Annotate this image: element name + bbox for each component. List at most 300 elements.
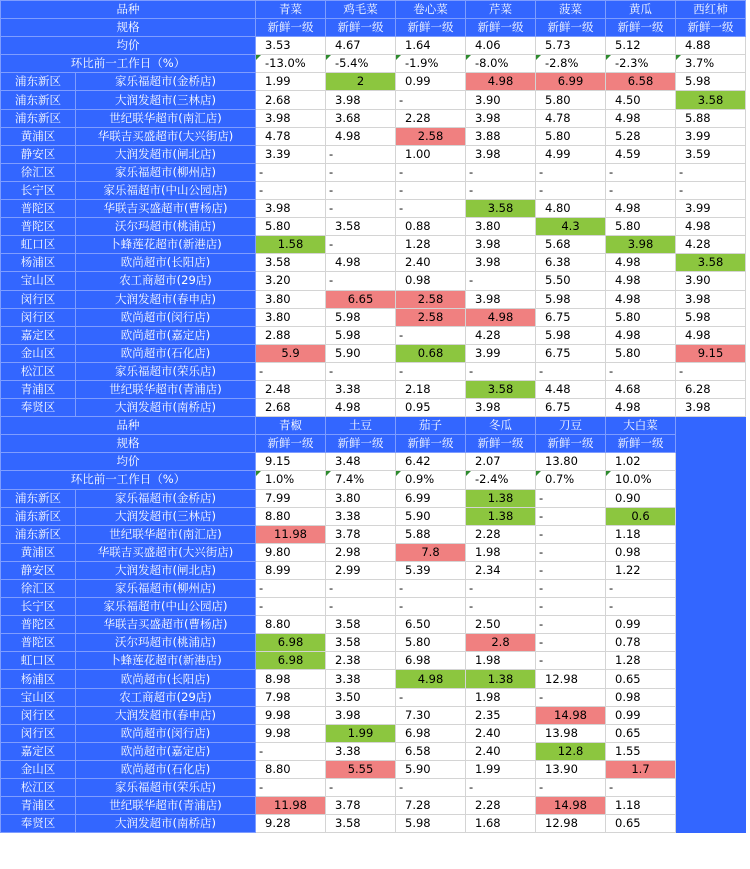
- spec-row: [1, 435, 746, 453]
- variety-label: 品种: [1, 417, 256, 435]
- price-cell: 7.30: [396, 706, 466, 724]
- price-cell: 0.99: [606, 706, 676, 724]
- district-name: 杨浦区: [1, 254, 76, 272]
- blank-cell: [676, 453, 746, 471]
- price-cell: 5.98: [326, 308, 396, 326]
- store-name: 欧尚超市(闵行店): [76, 308, 256, 326]
- district-name: 闵行区: [1, 724, 76, 742]
- price-cell: -: [606, 598, 676, 616]
- price-cell: 1.28: [396, 236, 466, 254]
- district-name: 普陀区: [1, 634, 76, 652]
- price-cell: 5.55: [326, 760, 396, 778]
- price-cell: 11.98: [256, 797, 326, 815]
- price-cell: 6.50: [396, 616, 466, 634]
- store-name: 欧尚超市(嘉定店): [76, 742, 256, 760]
- price-cell: 0.95: [396, 399, 466, 417]
- table-row: [1, 543, 746, 561]
- vegetable-name: 冬瓜: [466, 417, 536, 435]
- change-value: -2.4%: [466, 471, 536, 489]
- blank-cell: [676, 489, 746, 507]
- blank-cell: [676, 670, 746, 688]
- price-cell: 0.65: [606, 670, 676, 688]
- blank-cell: [676, 616, 746, 634]
- spec-label: 规格: [1, 19, 256, 37]
- spec-value: 新鲜一级: [396, 19, 466, 37]
- vegetable-name: 西红柿: [676, 1, 746, 19]
- price-cell: 5.90: [396, 507, 466, 525]
- price-cell: 4.48: [536, 380, 606, 398]
- district-name: 宝山区: [1, 688, 76, 706]
- price-cell: -: [606, 779, 676, 797]
- district-name: 静安区: [1, 561, 76, 579]
- store-name: 农工商超市(29店): [76, 688, 256, 706]
- store-name: 家乐福超市(金桥店): [76, 489, 256, 507]
- table-row: [1, 236, 746, 254]
- district-name: 青浦区: [1, 797, 76, 815]
- average-price-value: 5.12: [606, 37, 676, 55]
- spec-value: 新鲜一级: [606, 435, 676, 453]
- price-cell: -: [396, 91, 466, 109]
- price-cell: -: [676, 163, 746, 181]
- spec-value: 新鲜一级: [676, 19, 746, 37]
- price-cell: -: [466, 362, 536, 380]
- price-cell: 3.99: [466, 344, 536, 362]
- price-cell: -: [536, 580, 606, 598]
- price-cell: -: [536, 489, 606, 507]
- price-cell: 1.68: [466, 815, 536, 833]
- vegetable-name: 青菜: [256, 1, 326, 19]
- table-row: [1, 688, 746, 706]
- price-cell: 14.98: [536, 706, 606, 724]
- price-cell: 4.78: [256, 127, 326, 145]
- vegetable-name: 青椒: [256, 417, 326, 435]
- table-row: [1, 254, 746, 272]
- price-cell: -: [326, 272, 396, 290]
- price-cell: 1.22: [606, 561, 676, 579]
- price-cell: 12.98: [536, 670, 606, 688]
- table-row: [1, 109, 746, 127]
- price-cell: -: [536, 616, 606, 634]
- price-cell: -: [536, 598, 606, 616]
- price-cell: 13.98: [536, 724, 606, 742]
- table-row: [1, 272, 746, 290]
- table-row: [1, 634, 746, 652]
- vegetable-name: 刀豆: [536, 417, 606, 435]
- change-label: 环比前一工作日（%）: [1, 471, 256, 489]
- price-cell: 3.58: [466, 200, 536, 218]
- price-cell: -: [536, 634, 606, 652]
- blank-cell: [676, 652, 746, 670]
- vegetable-name: 大白菜: [606, 417, 676, 435]
- change-value: 0.9%: [396, 471, 466, 489]
- average-price-value: 2.07: [466, 453, 536, 471]
- price-cell: 3.38: [326, 742, 396, 760]
- blank-cell: [676, 634, 746, 652]
- price-cell: 5.98: [536, 326, 606, 344]
- price-cell: 7.99: [256, 489, 326, 507]
- price-cell: -: [326, 145, 396, 163]
- price-cell: 7.28: [396, 797, 466, 815]
- spec-value: 新鲜一级: [606, 19, 676, 37]
- district-name: 普陀区: [1, 616, 76, 634]
- price-cell: 2.88: [256, 326, 326, 344]
- blank-cell: [676, 471, 746, 489]
- table-row: [1, 815, 746, 833]
- store-name: 家乐福超市(荣乐店): [76, 362, 256, 380]
- change-value: -8.0%: [466, 55, 536, 73]
- price-cell: 0.99: [396, 73, 466, 91]
- price-cell: -: [396, 598, 466, 616]
- price-cell: 4.99: [536, 145, 606, 163]
- blank-cell: [676, 724, 746, 742]
- store-name: 华联吉买盛超市(曹杨店): [76, 616, 256, 634]
- price-cell: 2.28: [466, 525, 536, 543]
- price-cell: 4.80: [536, 200, 606, 218]
- price-cell: 0.88: [396, 218, 466, 236]
- store-name: 大润发超市(三林店): [76, 91, 256, 109]
- price-cell: 3.98: [256, 109, 326, 127]
- price-cell: 14.98: [536, 797, 606, 815]
- price-cell: 6.58: [396, 742, 466, 760]
- price-cell: -: [606, 181, 676, 199]
- price-cell: 1.98: [466, 652, 536, 670]
- district-name: 杨浦区: [1, 670, 76, 688]
- price-cell: -: [396, 362, 466, 380]
- price-cell: 4.50: [606, 91, 676, 109]
- district-name: 徐汇区: [1, 163, 76, 181]
- price-cell: 5.98: [536, 290, 606, 308]
- table-row: [1, 218, 746, 236]
- price-cell: 3.38: [326, 507, 396, 525]
- price-cell: -: [326, 200, 396, 218]
- price-cell: -: [536, 543, 606, 561]
- store-name: 大润发超市(三林店): [76, 507, 256, 525]
- spec-value: 新鲜一级: [396, 435, 466, 453]
- variety-header-row: [1, 1, 746, 19]
- price-cell: 9.28: [256, 815, 326, 833]
- table-row: [1, 598, 746, 616]
- price-cell: 6.98: [396, 724, 466, 742]
- spec-value: 新鲜一级: [536, 435, 606, 453]
- spec-value: 新鲜一级: [536, 19, 606, 37]
- table-row: [1, 73, 746, 91]
- price-cell: 3.58: [466, 380, 536, 398]
- spec-label: 规格: [1, 435, 256, 453]
- price-cell: 3.98: [326, 91, 396, 109]
- price-cell: 3.90: [676, 272, 746, 290]
- store-name: 大润发超市(闸北店): [76, 145, 256, 163]
- price-cell: -: [466, 598, 536, 616]
- price-cell: 5.80: [396, 634, 466, 652]
- price-cell: 3.58: [326, 815, 396, 833]
- table-row: [1, 742, 746, 760]
- store-name: 家乐福超市(柳州店): [76, 580, 256, 598]
- price-cell: 8.80: [256, 616, 326, 634]
- price-cell: 1.38: [466, 507, 536, 525]
- district-name: 闵行区: [1, 308, 76, 326]
- price-cell: 6.75: [536, 308, 606, 326]
- price-cell: 6.98: [256, 652, 326, 670]
- price-cell: 1.38: [466, 670, 536, 688]
- price-cell: 3.78: [326, 797, 396, 815]
- price-cell: -: [536, 362, 606, 380]
- price-cell: 2.34: [466, 561, 536, 579]
- price-cell: 2.98: [326, 543, 396, 561]
- price-cell: 6.75: [536, 344, 606, 362]
- district-name: 浦东新区: [1, 489, 76, 507]
- vegetable-name: 鸡毛菜: [326, 1, 396, 19]
- store-name: 大润发超市(春申店): [76, 706, 256, 724]
- price-cell: 3.38: [326, 670, 396, 688]
- price-cell: 4.98: [326, 127, 396, 145]
- price-cell: 4.98: [606, 272, 676, 290]
- district-name: 松江区: [1, 779, 76, 797]
- price-cell: 3.98: [676, 399, 746, 417]
- average-price-value: 4.67: [326, 37, 396, 55]
- price-cell: -: [606, 163, 676, 181]
- price-cell: 4.98: [466, 73, 536, 91]
- blank-cell: [676, 815, 746, 833]
- price-cell: -: [326, 779, 396, 797]
- price-cell: 3.58: [676, 254, 746, 272]
- price-cell: 2.28: [396, 109, 466, 127]
- price-cell: 2.58: [396, 127, 466, 145]
- price-cell: 3.98: [326, 706, 396, 724]
- district-name: 黄浦区: [1, 127, 76, 145]
- spec-value: 新鲜一级: [326, 435, 396, 453]
- price-cell: -: [256, 362, 326, 380]
- average-price-value: 4.88: [676, 37, 746, 55]
- blank-cell: [676, 688, 746, 706]
- price-cell: 3.98: [466, 254, 536, 272]
- district-name: 闵行区: [1, 706, 76, 724]
- price-cell: 4.98: [606, 326, 676, 344]
- price-cell: 2.58: [396, 290, 466, 308]
- price-cell: -: [536, 779, 606, 797]
- table-row: [1, 308, 746, 326]
- price-cell: 5.80: [256, 218, 326, 236]
- price-cell: 8.99: [256, 561, 326, 579]
- price-cell: 5.50: [536, 272, 606, 290]
- blank-cell: [676, 598, 746, 616]
- price-cell: 11.98: [256, 525, 326, 543]
- price-cell: 6.99: [396, 489, 466, 507]
- price-cell: 3.59: [676, 145, 746, 163]
- blank-cell: [676, 561, 746, 579]
- blank-cell: [676, 435, 746, 453]
- price-cell: 9.98: [256, 724, 326, 742]
- store-name: 家乐福超市(柳州店): [76, 163, 256, 181]
- price-cell: 3.80: [326, 489, 396, 507]
- price-cell: 4.98: [326, 254, 396, 272]
- price-cell: -: [256, 181, 326, 199]
- table-row: [1, 290, 746, 308]
- table-row: [1, 163, 746, 181]
- store-name: 大润发超市(南桥店): [76, 399, 256, 417]
- price-cell: 2.40: [466, 724, 536, 742]
- price-cell: 5.80: [606, 344, 676, 362]
- price-cell: 3.90: [466, 91, 536, 109]
- price-cell: -: [606, 580, 676, 598]
- price-cell: 3.99: [676, 200, 746, 218]
- price-cell: -: [326, 163, 396, 181]
- table-row: [1, 362, 746, 380]
- price-cell: -: [536, 181, 606, 199]
- price-cell: 4.98: [606, 109, 676, 127]
- price-cell: 1.38: [466, 489, 536, 507]
- price-cell: -: [396, 326, 466, 344]
- table-row: [1, 200, 746, 218]
- price-cell: 5.80: [606, 308, 676, 326]
- price-cell: 3.98: [256, 200, 326, 218]
- district-name: 嘉定区: [1, 742, 76, 760]
- price-cell: 4.68: [606, 380, 676, 398]
- store-name: 世纪联华超市(南汇店): [76, 109, 256, 127]
- average-price-row: [1, 453, 746, 471]
- price-cell: 3.58: [326, 634, 396, 652]
- average-price-value: 3.48: [326, 453, 396, 471]
- change-value: -2.3%: [606, 55, 676, 73]
- store-name: 华联吉买盛超市(大兴街店): [76, 127, 256, 145]
- price-cell: -: [536, 525, 606, 543]
- store-name: 欧尚超市(嘉定店): [76, 326, 256, 344]
- price-cell: 5.80: [606, 218, 676, 236]
- price-cell: 1.98: [466, 543, 536, 561]
- table-row: [1, 616, 746, 634]
- price-cell: 1.99: [466, 760, 536, 778]
- vegetable-name: 卷心菜: [396, 1, 466, 19]
- price-cell: 5.39: [396, 561, 466, 579]
- price-cell: 4.28: [676, 236, 746, 254]
- price-cell: -: [466, 580, 536, 598]
- price-cell: 6.98: [256, 634, 326, 652]
- price-cell: 3.78: [326, 525, 396, 543]
- price-cell: 7.8: [396, 543, 466, 561]
- average-price-label: 均价: [1, 453, 256, 471]
- district-name: 闵行区: [1, 290, 76, 308]
- average-price-value: 13.80: [536, 453, 606, 471]
- price-cell: 4.98: [326, 399, 396, 417]
- store-name: 家乐福超市(中山公园店): [76, 598, 256, 616]
- district-name: 嘉定区: [1, 326, 76, 344]
- spec-row: [1, 19, 746, 37]
- price-cell: 2.40: [466, 742, 536, 760]
- district-name: 浦东新区: [1, 507, 76, 525]
- price-cell: -: [396, 181, 466, 199]
- price-cell: 4.98: [606, 254, 676, 272]
- table-row: [1, 779, 746, 797]
- price-cell: 6.99: [536, 73, 606, 91]
- price-cell: 4.98: [676, 326, 746, 344]
- price-cell: 2.50: [466, 616, 536, 634]
- price-cell: 12.98: [536, 815, 606, 833]
- price-cell: 2.68: [256, 91, 326, 109]
- store-name: 世纪联华超市(青浦店): [76, 797, 256, 815]
- district-name: 宝山区: [1, 272, 76, 290]
- price-cell: 1.99: [326, 724, 396, 742]
- blank-cell: [676, 525, 746, 543]
- price-cell: -: [536, 652, 606, 670]
- price-cell: 9.80: [256, 543, 326, 561]
- store-name: 欧尚超市(石化店): [76, 344, 256, 362]
- price-cell: 0.99: [606, 616, 676, 634]
- price-cell: 8.98: [256, 670, 326, 688]
- price-cell: 3.99: [676, 127, 746, 145]
- price-cell: 4.3: [536, 218, 606, 236]
- price-cell: 6.28: [676, 380, 746, 398]
- price-cell: 4.78: [536, 109, 606, 127]
- price-cell: 4.28: [466, 326, 536, 344]
- price-cell: 5.90: [326, 344, 396, 362]
- price-cell: 4.59: [606, 145, 676, 163]
- price-cell: 3.38: [326, 380, 396, 398]
- store-name: 大润发超市(闸北店): [76, 561, 256, 579]
- store-name: 大润发超市(春申店): [76, 290, 256, 308]
- table-row: [1, 561, 746, 579]
- price-cell: 1.55: [606, 742, 676, 760]
- price-cell: 2.58: [396, 308, 466, 326]
- district-name: 奉贤区: [1, 399, 76, 417]
- price-cell: -: [606, 362, 676, 380]
- price-cell: 6.38: [536, 254, 606, 272]
- store-name: 沃尔玛超市(桃浦店): [76, 218, 256, 236]
- store-name: 欧尚超市(石化店): [76, 760, 256, 778]
- price-cell: 3.39: [256, 145, 326, 163]
- district-name: 虹口区: [1, 236, 76, 254]
- price-cell: 1.28: [606, 652, 676, 670]
- spec-value: 新鲜一级: [326, 19, 396, 37]
- price-cell: 3.98: [466, 399, 536, 417]
- table-row: [1, 706, 746, 724]
- price-cell: -: [466, 272, 536, 290]
- price-cell: 0.65: [606, 815, 676, 833]
- price-cell: 1.58: [256, 236, 326, 254]
- price-cell: 4.98: [676, 218, 746, 236]
- price-cell: -: [396, 200, 466, 218]
- price-cell: 3.58: [326, 616, 396, 634]
- price-cell: 5.98: [676, 308, 746, 326]
- store-name: 世纪联华超市(南汇店): [76, 525, 256, 543]
- store-name: 大润发超市(南桥店): [76, 815, 256, 833]
- price-cell: -: [466, 181, 536, 199]
- price-cell: 2.99: [326, 561, 396, 579]
- store-name: 家乐福超市(中山公园店): [76, 181, 256, 199]
- price-cell: -: [536, 507, 606, 525]
- table-row: [1, 507, 746, 525]
- price-cell: 2.40: [396, 254, 466, 272]
- price-cell: 9.15: [676, 344, 746, 362]
- price-cell: -: [256, 163, 326, 181]
- price-cell: 5.88: [676, 109, 746, 127]
- price-cell: -: [256, 742, 326, 760]
- average-price-value: 6.42: [396, 453, 466, 471]
- price-cell: -: [396, 779, 466, 797]
- price-cell: 5.80: [536, 91, 606, 109]
- price-cell: 1.98: [466, 688, 536, 706]
- district-name: 浦东新区: [1, 525, 76, 543]
- table-row: [1, 652, 746, 670]
- price-cell: 3.50: [326, 688, 396, 706]
- price-cell: 2.48: [256, 380, 326, 398]
- price-cell: 3.98: [466, 236, 536, 254]
- district-name: 金山区: [1, 344, 76, 362]
- price-cell: 5.80: [536, 127, 606, 145]
- change-value: -5.4%: [326, 55, 396, 73]
- price-cell: -: [396, 688, 466, 706]
- price-cell: -: [326, 362, 396, 380]
- blank-cell: [676, 742, 746, 760]
- price-cell: 5.98: [396, 815, 466, 833]
